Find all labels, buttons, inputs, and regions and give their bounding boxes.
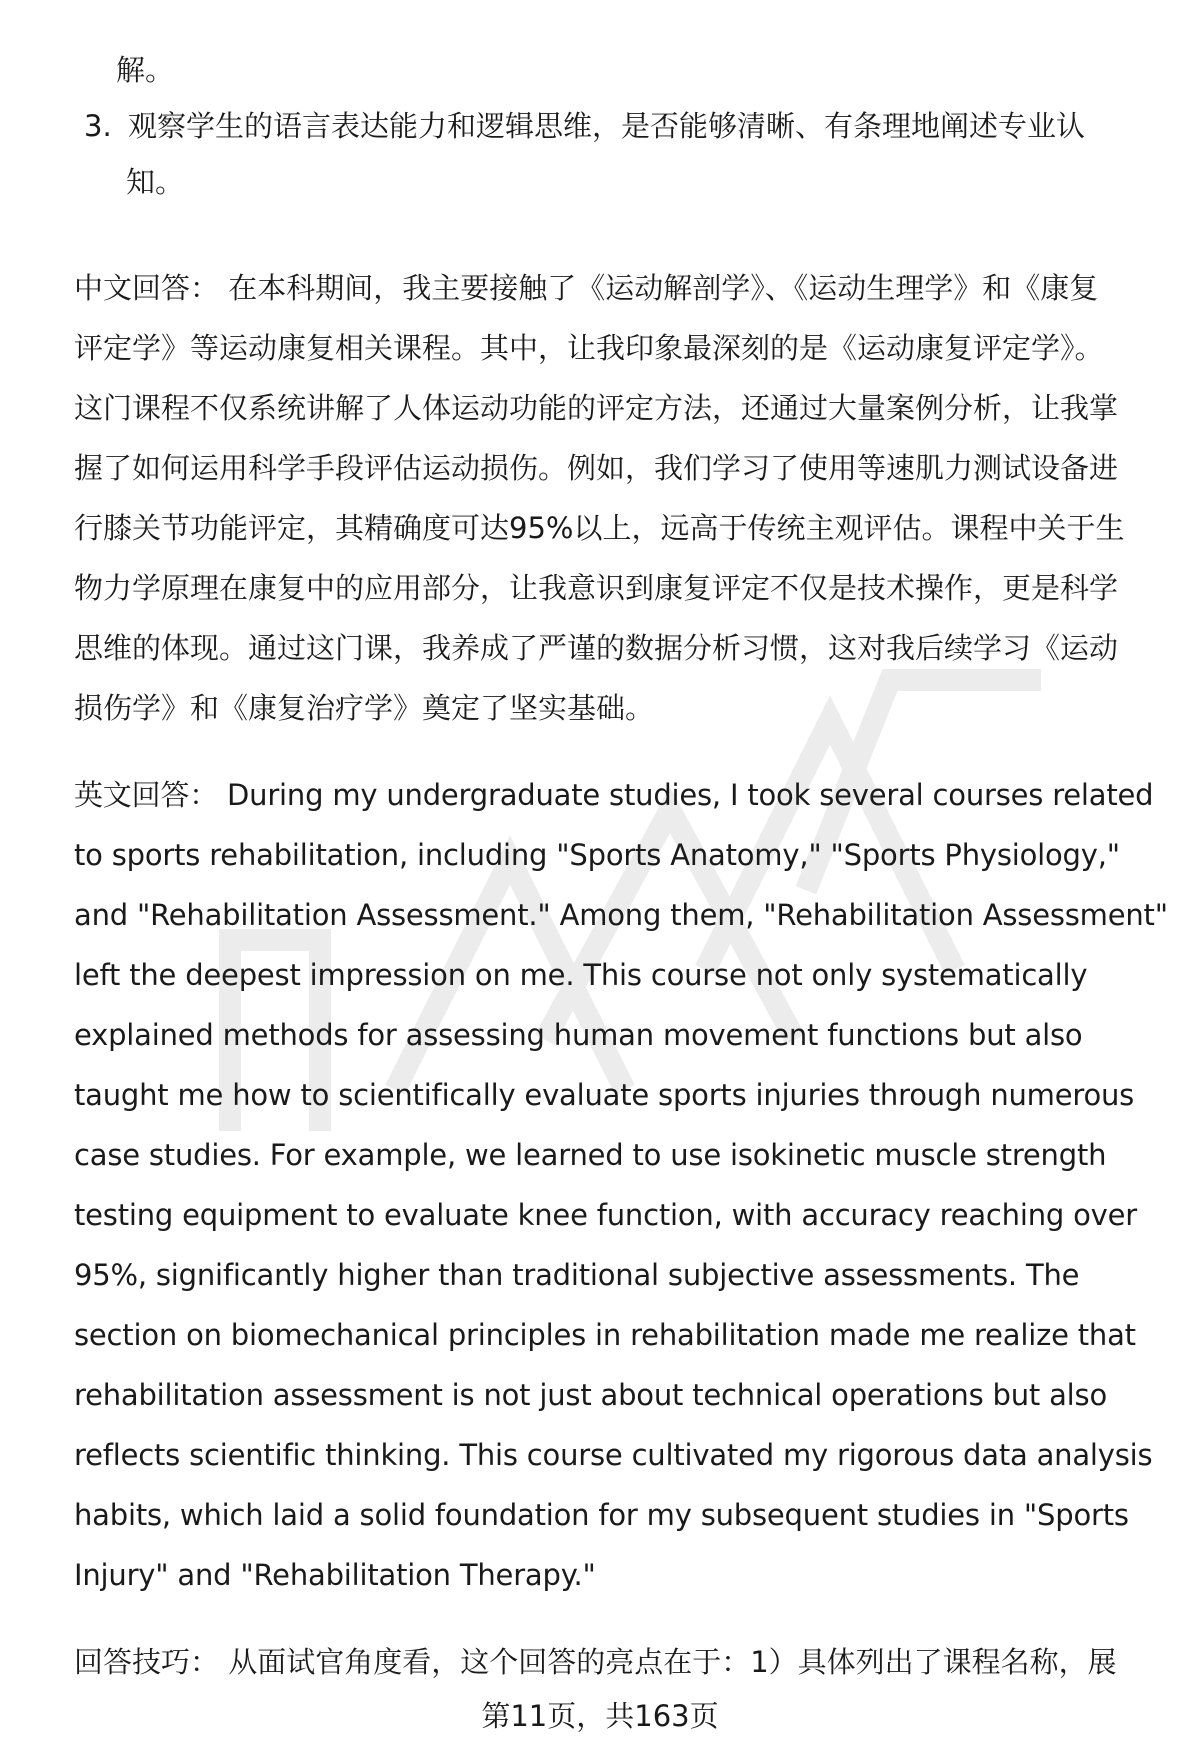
list-item-3-number: 3. (84, 109, 112, 143)
english-answer-line: to sports rehabilitation, including "Sports Anatomy," "Sports Physiology," (74, 838, 1120, 872)
chinese-answer-line: 握了如何运用科学手段评估运动损伤。例如，我们学习了使用等速肌力测试设备进 (74, 451, 1119, 485)
english-answer-line: explained methods for assessing human movement functions but also (74, 1018, 1083, 1052)
chinese-answer-line: 这门课程不仅系统讲解了人体运动功能的评定方法，还通过大量案例分析，让我掌 (74, 391, 1119, 425)
english-answer-paragraph (74, 765, 1168, 1605)
english-answer-line: rehabilitation assessment is not just about technical operations but also (74, 1378, 1107, 1412)
english-answer-line: habits, which laid a solid foundation for my subsequent studies in "Sports (74, 1498, 1129, 1532)
chinese-answer-line: 评定学》等运动康复相关课程。其中，让我印象最深刻的是《运动康复评定学》。 (74, 331, 1104, 365)
english-answer-line: 英文回答： During my undergraduate studies, I took several courses related (74, 778, 1154, 812)
list-item-2-tail: 解。 (116, 53, 175, 87)
english-answer-line: testing equipment to evaluate knee function, with accuracy reaching over (74, 1198, 1137, 1232)
english-answer-line: and "Rehabilitation Assessment." Among them, "Rehabilitation Assessment" (74, 898, 1168, 932)
english-answer-line: 95%, significantly higher than traditional subjective assessments. The (74, 1258, 1080, 1292)
chinese-answer-line: 思维的体现。通过这门课，我养成了严谨的数据分析习惯，这对我后续学习《运动 (74, 631, 1119, 665)
english-answer-line: case studies. For example, we learned to use isokinetic muscle strength (74, 1138, 1107, 1172)
page-number-footer: 第11页，共163页 (481, 1699, 719, 1733)
chinese-answer-line: 损伤学》和《康复治疗学》奠定了坚实基础。 (74, 691, 655, 725)
answer-tips-line: 回答技巧： 从面试官角度看，这个回答的亮点在于：1）具体列出了课程名称，展 (74, 1645, 1117, 1679)
chinese-answer-line: 物力学原理在康复中的应用部分，让我意识到康复评定不仅是技术操作，更是科学 (74, 571, 1119, 605)
english-answer-line: left the deepest impression on me. This course not only systematically (74, 958, 1088, 992)
english-answer-line: Injury" and "Rehabilitation Therapy." (74, 1558, 596, 1592)
chinese-answer-paragraph (74, 258, 1156, 738)
english-answer-line: reflects scientific thinking. This course cultivated my rigorous data analysis (74, 1438, 1153, 1472)
list-item-3-line-1: 观察学生的语言表达能力和逻辑思维，是否能够清晰、有条理地阐述专业认 (128, 109, 1086, 143)
english-answer-line: section on biomechanical principles in rehabilitation made me realize that (74, 1318, 1136, 1352)
answer-tips-paragraph (74, 1632, 1156, 1692)
chinese-answer-line: 行膝关节功能评定，其精确度可达95%以上，远高于传统主观评估。课程中关于生 (74, 511, 1125, 545)
chinese-answer-line: 中文回答： 在本科期间，我主要接触了《运动解剖学》、《运动生理学》和《康复 (74, 271, 1099, 305)
list-item-3-line-2: 知。 (126, 165, 185, 199)
english-answer-line: taught me how to scientifically evaluate sports injuries through numerous (74, 1078, 1135, 1112)
